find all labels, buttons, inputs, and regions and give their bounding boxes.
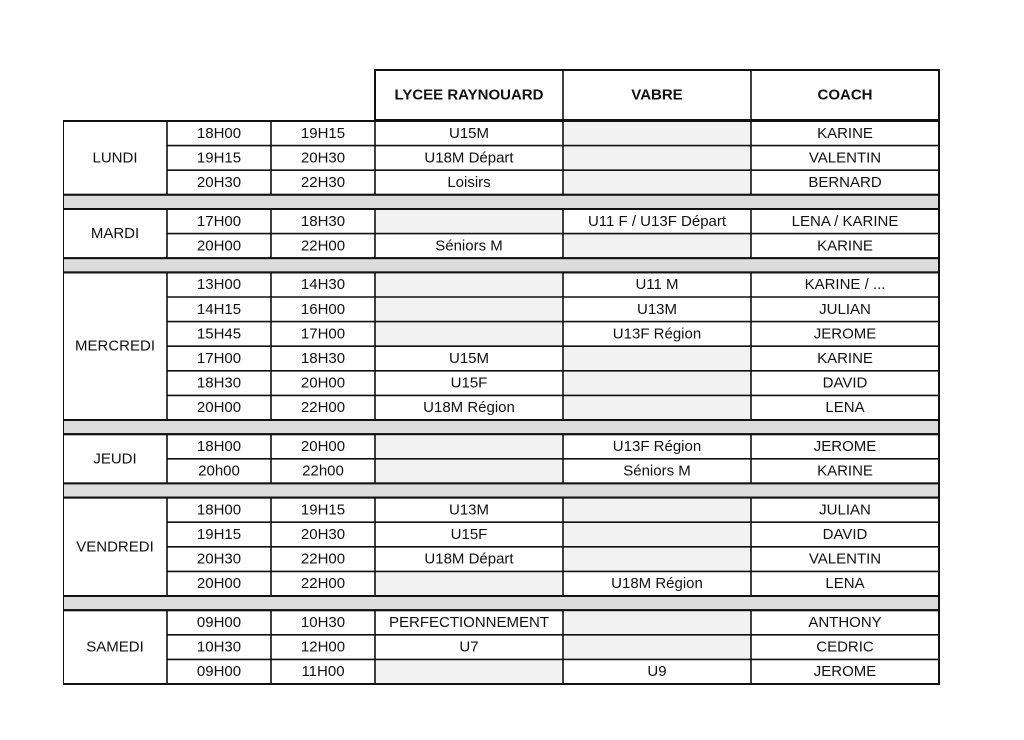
day-separator (63, 420, 939, 434)
coach-name: BERNARD (808, 174, 882, 191)
end-time: 18H30 (300, 350, 346, 367)
day-label: MERCREDI (74, 337, 156, 355)
start-time: 20H30 (196, 174, 242, 191)
day-separator (63, 195, 939, 209)
coach-name: VALENTIN (808, 149, 882, 167)
lycee-raynouard-group: U15F (450, 374, 488, 392)
vabre-group: U13F Région (612, 438, 702, 455)
coach-name: ANTHONY (808, 614, 882, 631)
empty-cell (563, 522, 751, 547)
empty-cell (563, 547, 751, 572)
start-time: 18H00 (196, 501, 242, 519)
day-label: LUNDI (92, 149, 138, 167)
lycee-raynouard-group: U18M Départ (424, 550, 514, 568)
empty-cell (375, 322, 563, 347)
day-label: JEUDI (93, 450, 137, 468)
training-schedule-table (63, 69, 940, 690)
header-cell: LYCEE RAYNOUARD (394, 86, 544, 104)
end-time: 20H00 (300, 374, 346, 392)
empty-cell (563, 170, 751, 195)
lycee-raynouard-group: U13M (448, 501, 490, 519)
coach-name: LENA (825, 399, 865, 417)
vabre-group: U11 F / U13F Départ (587, 212, 727, 230)
start-time: 20H00 (196, 575, 242, 593)
start-time: 15H45 (196, 325, 242, 343)
coach-name: KARINE (817, 124, 873, 142)
empty-cell (375, 659, 563, 684)
end-time: 20H30 (300, 149, 346, 167)
coach-name: KARINE (817, 237, 873, 255)
coach-name: JEROME (813, 325, 877, 343)
vabre-group: U18M Région (611, 575, 703, 593)
empty-cell (563, 346, 751, 371)
coach-name: LENA / KARINE (791, 212, 899, 230)
lycee-raynouard-group: Séniors M (435, 237, 503, 255)
day-label: MARDI (90, 225, 140, 243)
empty-cell (563, 146, 751, 171)
start-time: 10H30 (196, 638, 242, 656)
day-label: SAMEDI (86, 638, 144, 656)
end-time: 10H30 (300, 614, 346, 631)
vabre-group: U9 (647, 663, 667, 681)
start-time: 20H30 (196, 550, 242, 568)
lycee-raynouard-group: PERFECTIONNEMENT (388, 614, 550, 631)
end-time: 22h00 (302, 462, 344, 480)
empty-cell (375, 459, 563, 484)
end-time: 22H00 (300, 399, 346, 417)
start-time: 09H00 (196, 614, 242, 631)
coach-name: LENA (825, 575, 865, 593)
empty-cell (563, 395, 751, 420)
end-time: 22H00 (300, 550, 346, 568)
end-time: 19H15 (300, 124, 346, 142)
start-time: 18H30 (196, 374, 242, 392)
end-time: 20H00 (300, 438, 346, 455)
vabre-group: U13F Région (612, 325, 702, 343)
end-time: 20H30 (300, 526, 346, 543)
start-time: 17H00 (196, 212, 242, 230)
start-time: 17H00 (196, 350, 242, 367)
start-time: 20H00 (196, 237, 242, 255)
end-time: 22H30 (300, 174, 346, 191)
end-time: 11H00 (301, 663, 345, 681)
coach-name: JULIAN (819, 300, 871, 318)
end-time: 14H30 (300, 276, 346, 294)
coach-name: JEROME (813, 438, 877, 455)
coach-name: VALENTIN (808, 550, 882, 568)
end-time: 17H00 (300, 325, 346, 343)
day-label: VENDREDI (76, 538, 154, 556)
end-time: 22H00 (300, 575, 346, 593)
coach-name: DAVID (822, 526, 868, 543)
start-time: 20h00 (198, 462, 240, 480)
lycee-raynouard-group: U15M (448, 350, 490, 367)
end-time: 12H00 (300, 638, 346, 656)
end-time: 18H30 (300, 212, 346, 230)
coach-name: KARINE / ... (804, 276, 886, 294)
end-time: 19H15 (300, 501, 346, 519)
empty-cell (563, 121, 751, 146)
header-cell: VABRE (631, 86, 683, 104)
empty-cell (375, 297, 563, 322)
day-separator (63, 483, 939, 497)
empty-cell (563, 371, 751, 396)
end-time: 16H00 (300, 300, 346, 318)
lycee-raynouard-group: U15M (448, 124, 490, 142)
empty-cell (563, 610, 751, 635)
empty-cell (375, 209, 563, 234)
day-separator (63, 596, 939, 610)
vabre-group: U13M (636, 300, 678, 318)
day-separator (63, 258, 939, 272)
start-time: 19H15 (196, 149, 242, 167)
vabre-group: U11 M (635, 276, 679, 294)
coach-name: KARINE (817, 462, 873, 480)
vabre-group: Séniors M (623, 462, 691, 480)
start-time: 19H15 (196, 526, 242, 543)
coach-name: KARINE (817, 350, 873, 367)
header-cell: COACH (817, 86, 873, 104)
empty-cell (375, 272, 563, 297)
coach-name: JULIAN (819, 501, 871, 519)
lycee-raynouard-group: U15F (450, 526, 488, 543)
start-time: 09H00 (196, 663, 242, 681)
lycee-raynouard-group: U18M Départ (424, 149, 514, 167)
start-time: 14H15 (196, 300, 242, 318)
end-time: 22H00 (300, 237, 346, 255)
empty-cell (375, 434, 563, 459)
start-time: 18H00 (196, 124, 242, 142)
coach-name: CEDRIC (816, 638, 874, 656)
empty-cell (375, 571, 563, 596)
start-time: 13H00 (196, 276, 242, 294)
empty-cell (563, 635, 751, 660)
empty-cell (563, 234, 751, 259)
start-time: 20H00 (196, 399, 242, 417)
start-time: 18H00 (196, 438, 242, 455)
lycee-raynouard-group: U18M Région (423, 399, 515, 417)
lycee-raynouard-group: Loisirs (447, 174, 491, 191)
empty-cell (563, 498, 751, 523)
lycee-raynouard-group: U7 (459, 638, 479, 656)
coach-name: JEROME (813, 663, 877, 681)
coach-name: DAVID (822, 374, 868, 392)
